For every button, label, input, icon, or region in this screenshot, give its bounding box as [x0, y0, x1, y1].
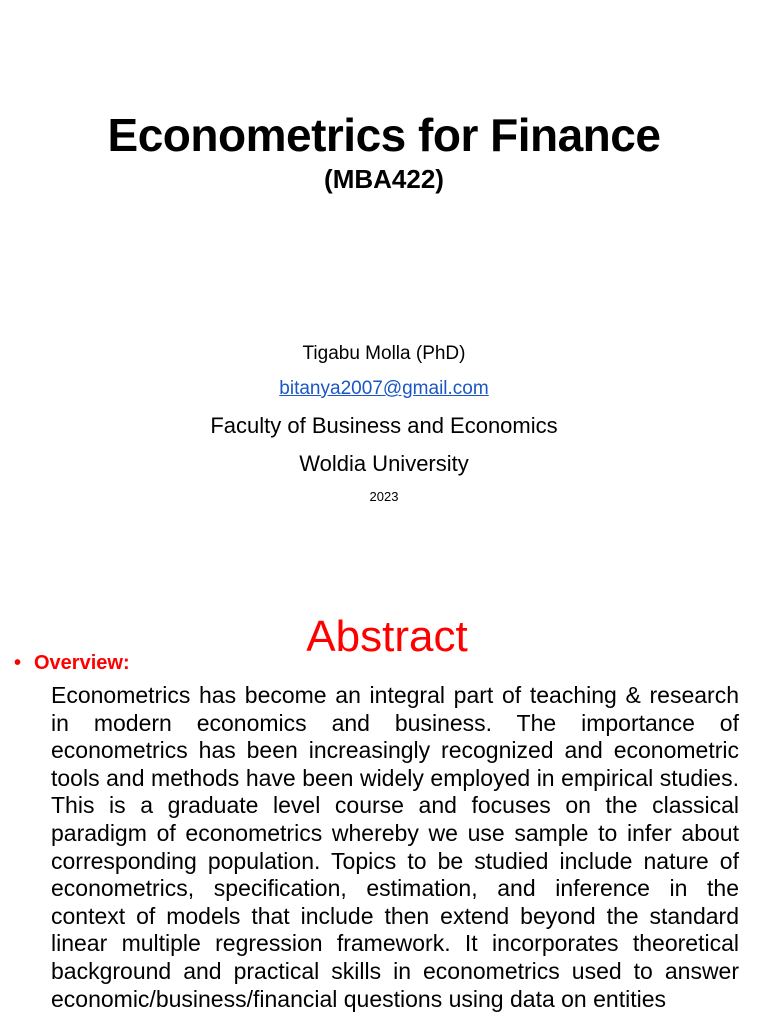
author-name: Tigabu Molla (PhD): [302, 343, 466, 364]
bullet-marker: •: [14, 652, 22, 674]
course-code: (MBA422): [324, 164, 444, 194]
abstract-body: Econometrics has become an integral part of teaching & research in modern economics and business. The importance of econometrics has been increasingly recognized and econometric tools and methods have been widely employed in empirical studies. This is a graduate level course and focuses on the classical paradigm of econometrics whereby we use sample to infer about corresponding population. Topics to be studied include nature of econometrics, specification, estimation, and inference in the context of models that include then extend beyond the standard linear multiple regression framework. It incorporates theoretical background and practical skills in econometrics used to answer economic/business/financial questions using data on entities: [51, 682, 739, 1012]
overview-label: Overview:: [34, 652, 130, 674]
abstract-slide: [0, 580, 768, 1024]
abstract-heading: Abstract: [306, 612, 468, 661]
email-line: [0, 378, 768, 400]
overview-bullet: [14, 652, 130, 675]
year: 2023: [369, 489, 399, 504]
faculty-name: Faculty of Business and Economics: [210, 413, 558, 438]
email-link[interactable]: bitanya2007@gmail.com: [279, 378, 489, 399]
university-name: Woldia University: [299, 451, 469, 476]
document-title: Econometrics for Finance: [107, 109, 661, 161]
